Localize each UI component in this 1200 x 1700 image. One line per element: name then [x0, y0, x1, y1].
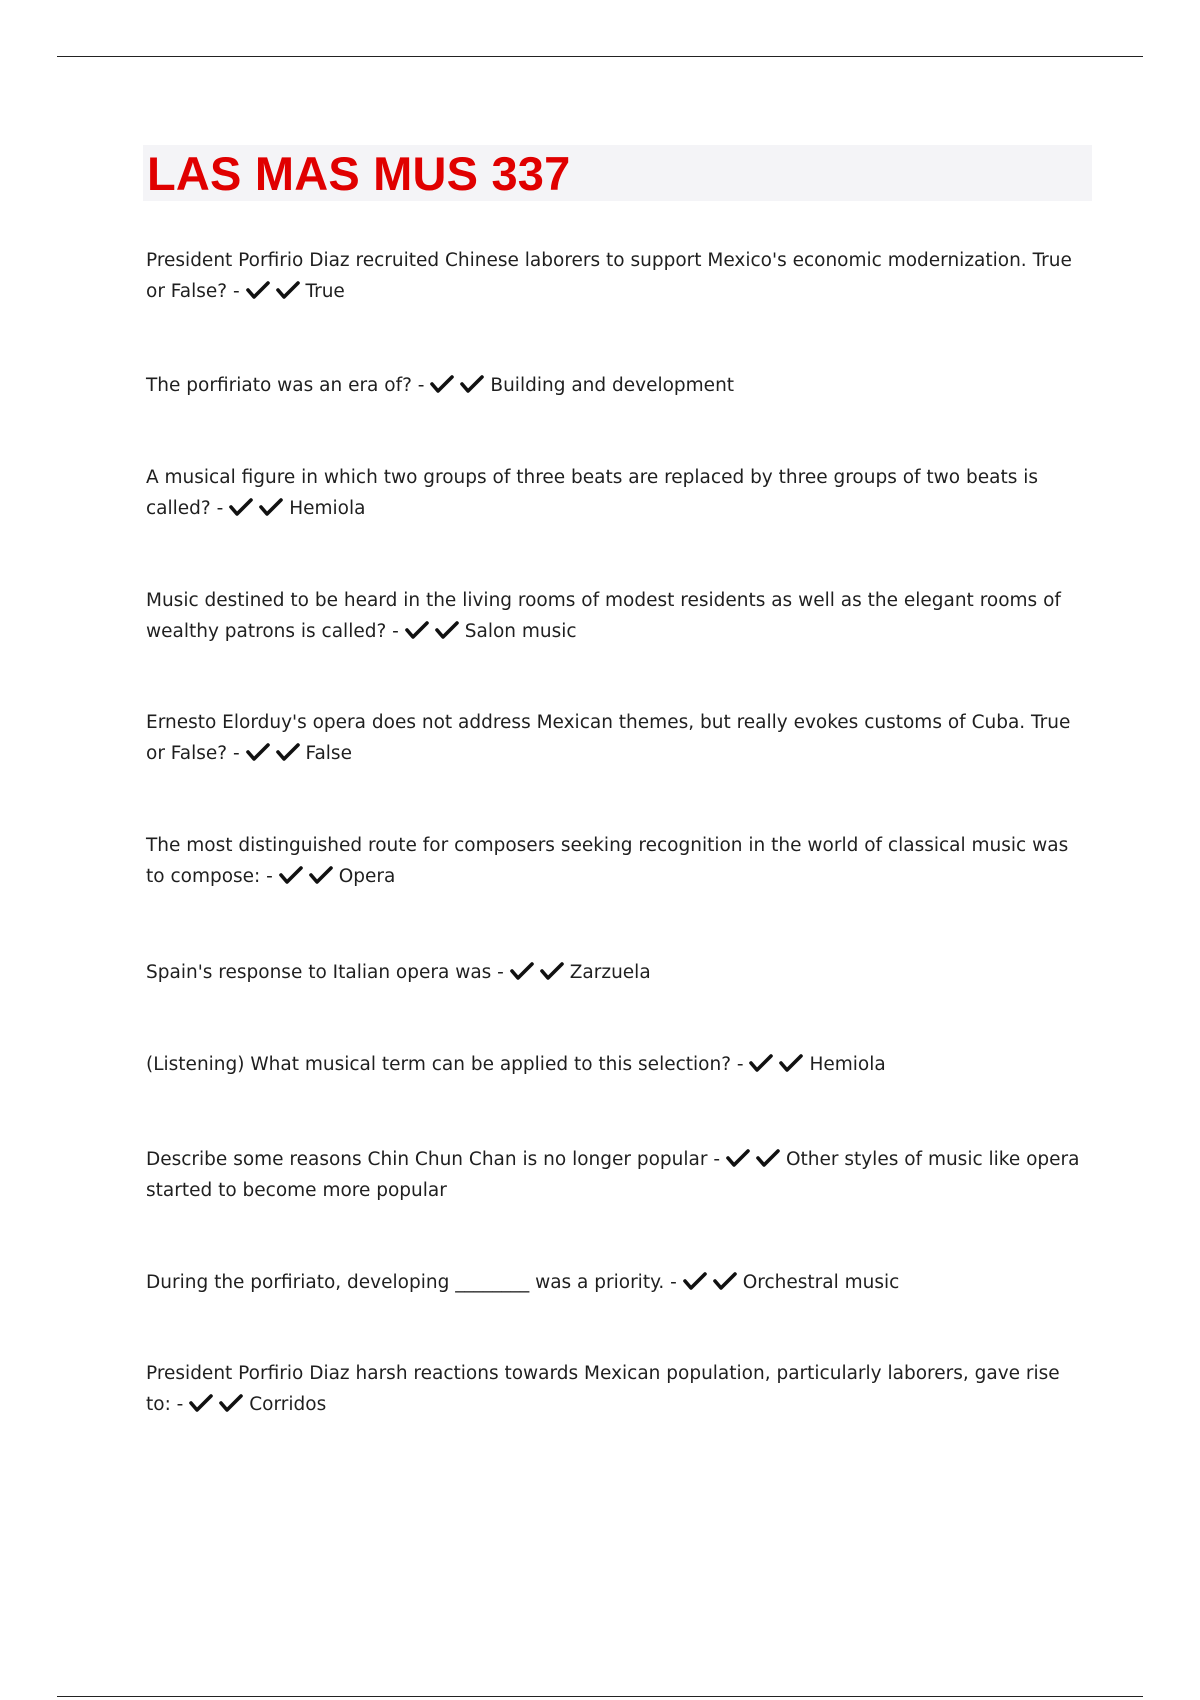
qa-item [146, 370, 1086, 401]
question-text: Ernesto Elorduy's opera does not address Mexican themes, but really evokes customs of Cuba. True or False? - [146, 712, 1071, 764]
check-icon [246, 280, 270, 300]
question-text: Spain's response to Italian opera was - [146, 962, 504, 983]
answer-text: Salon music [464, 621, 577, 642]
check-icon [779, 1053, 803, 1073]
page-top-rule [57, 56, 1143, 57]
answer-text: Building and development [490, 375, 735, 396]
qa-item [146, 1144, 1086, 1206]
qa-item [146, 1358, 1086, 1420]
check-icon [276, 280, 300, 300]
check-icon [259, 497, 283, 517]
check-icon [189, 1393, 213, 1413]
answer-text: Hemiola [289, 498, 366, 519]
check-icon [683, 1271, 707, 1291]
qa-item [146, 957, 1086, 988]
check-icon [276, 742, 300, 762]
answer-text: False [305, 743, 352, 764]
answer-text: Hemiola [809, 1054, 886, 1075]
check-icon [229, 497, 253, 517]
check-icon [430, 374, 454, 394]
answer-text: Opera [338, 866, 396, 887]
check-icon [219, 1393, 243, 1413]
qa-item [146, 830, 1086, 892]
qa-item [146, 245, 1086, 307]
answer-text: Corridos [249, 1394, 327, 1415]
page-bottom-rule [57, 1696, 1143, 1697]
question-text: Music destined to be heard in the living rooms of modest residents as well as the elegant rooms of wealthy patrons is called? - [146, 590, 1061, 642]
qa-item [146, 585, 1086, 647]
check-icon [756, 1148, 780, 1168]
question-text: A musical figure in which two groups of three beats are replaced by three groups of two beats is called? - [146, 467, 1039, 519]
check-icon [540, 961, 564, 981]
answer-text: Zarzuela [569, 962, 651, 983]
qa-item [146, 462, 1086, 524]
check-icon [405, 620, 429, 640]
qa-item [146, 1049, 1086, 1080]
question-text: (Listening) What musical term can be applied to this selection? - [146, 1054, 744, 1075]
check-icon [713, 1271, 737, 1291]
answer-text: True [305, 281, 345, 302]
answer-text: Orchestral music [742, 1272, 900, 1293]
check-icon [279, 865, 303, 885]
question-text: President Porfirio Diaz recruited Chinese laborers to support Mexico's economic modernization. True or False? - [146, 250, 1072, 302]
check-icon [246, 742, 270, 762]
check-icon [749, 1053, 773, 1073]
question-text: President Porfirio Diaz harsh reactions towards Mexican population, particularly laborers, gave rise to: - [146, 1363, 1060, 1415]
question-text: Describe some reasons Chin Chun Chan is no longer popular - [146, 1149, 721, 1170]
question-text: The porfiriato was an era of? - [146, 375, 425, 396]
check-icon [309, 865, 333, 885]
qa-item [146, 707, 1086, 769]
title-band [143, 145, 1092, 201]
question-text: During the porfiriato, developing ________ was a priority. - [146, 1272, 677, 1293]
check-icon [726, 1148, 750, 1168]
check-icon [435, 620, 459, 640]
check-icon [460, 374, 484, 394]
question-text: The most distinguished route for composers seeking recognition in the world of classical music was to compose: - [146, 835, 1069, 887]
document-title: LAS MAS MUS 337 [147, 147, 571, 200]
qa-item [146, 1267, 1086, 1298]
answer-text: Other styles of music like opera started to become more popular [146, 1149, 1080, 1201]
check-icon [510, 961, 534, 981]
